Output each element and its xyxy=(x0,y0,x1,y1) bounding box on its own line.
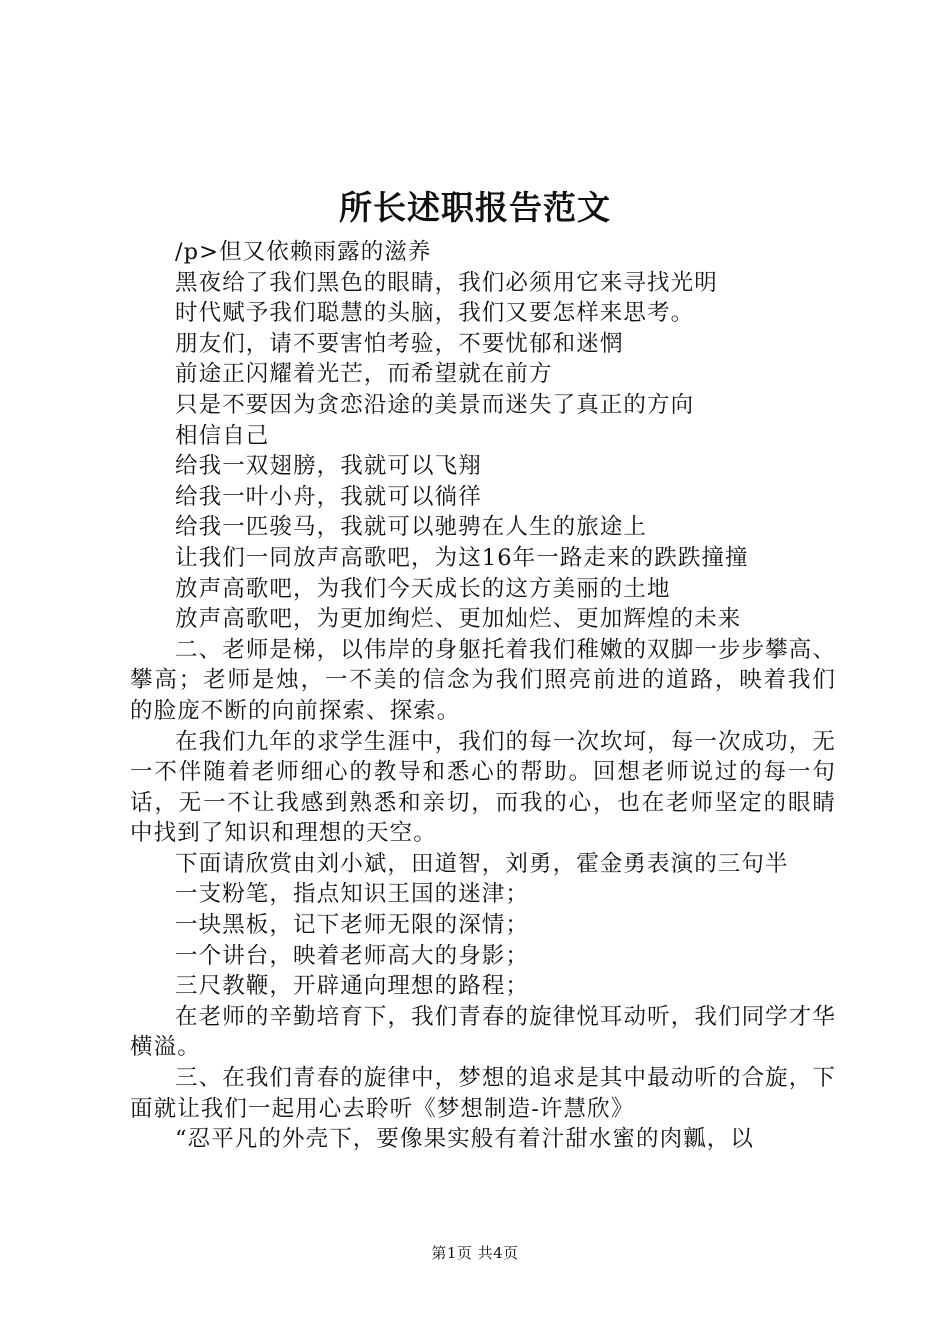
paragraph: 黑夜给了我们黑色的眼睛，我们必须用它来寻找光明 xyxy=(175,269,718,296)
paragraph: /p>但又依赖雨露的滋养 xyxy=(175,239,432,265)
paragraph: 在我们九年的求学生涯中，我们的每一次坎坷，每一次成功，无一不伴随着老师细心的教导和悉心的帮助。回想老师说过的每一句话，无一不让我感到熟悉和亲切，而我的心，也在老师坚定的眼睛中找到了知识和理想的天空。 xyxy=(130,728,836,847)
paragraph: 朋友们，请不要害怕考验，不要忧郁和迷惘 xyxy=(175,330,624,357)
paragraph: “忍平凡的外壳下，要像果实般有着汁甜水蜜的肉瓤，以 xyxy=(175,1126,755,1153)
paragraph: 时代赋予我们聪慧的头脑，我们又要怎样来思考。 xyxy=(175,300,695,327)
paragraph: 一块黑板，记下老师无限的深情； xyxy=(175,912,530,939)
paragraph: 相信自己 xyxy=(175,422,270,449)
page-footer: 第1页 共4页 xyxy=(431,1244,519,1262)
document-body xyxy=(130,237,836,1155)
paragraph: 下面请欣赏由刘小斌，田道智，刘勇，霍金勇表演的三句半 xyxy=(175,850,789,877)
paragraph: 一支粉笔，指点知识王国的迷津； xyxy=(175,881,530,908)
paragraph: 在老师的辛勤培育下，我们青春的旋律悦耳动听，我们同学才华横溢。 xyxy=(130,1003,836,1061)
paragraph: 二、老师是梯，以伟岸的身躯托着我们稚嫩的双脚一步步攀高、攀高；老师是烛，一不美的信念为我们照亮前进的道路，映着我们的脸庞不断的向前探索、探索。 xyxy=(130,636,836,724)
paragraph: 三、在我们青春的旋律中，梦想的追求是其中最动听的合旋，下面就让我们一起用心去聆听《梦想制造-许慧欣》 xyxy=(130,1065,836,1122)
paragraph: 给我一叶小舟，我就可以徜徉 xyxy=(175,483,482,510)
document-title: 所长述职报告范文 xyxy=(339,188,611,227)
paragraph: 给我一匹骏马，我就可以驰骋在人生的旅途上 xyxy=(175,514,648,541)
paragraph: 前途正闪耀着光芒，而希望就在前方 xyxy=(175,361,553,388)
paragraph: 给我一双翅膀，我就可以飞翔 xyxy=(175,453,482,480)
paragraph: 放声高歌吧，为更加绚烂、更加灿烂、更加辉煌的未来 xyxy=(175,606,742,633)
paragraph: 一个讲台，映着老师高大的身影； xyxy=(175,942,530,969)
paragraph: 只是不要因为贪恋沿途的美景而迷失了真正的方向 xyxy=(175,391,695,418)
paragraph: 让我们一同放声高歌吧，为这16年一路走来的跌跌撞撞 xyxy=(175,544,749,571)
paragraph: 放声高歌吧，为我们今天成长的这方美丽的土地 xyxy=(175,575,671,602)
paragraph: 三尺教鞭，开辟通向理想的路程； xyxy=(175,973,530,1000)
